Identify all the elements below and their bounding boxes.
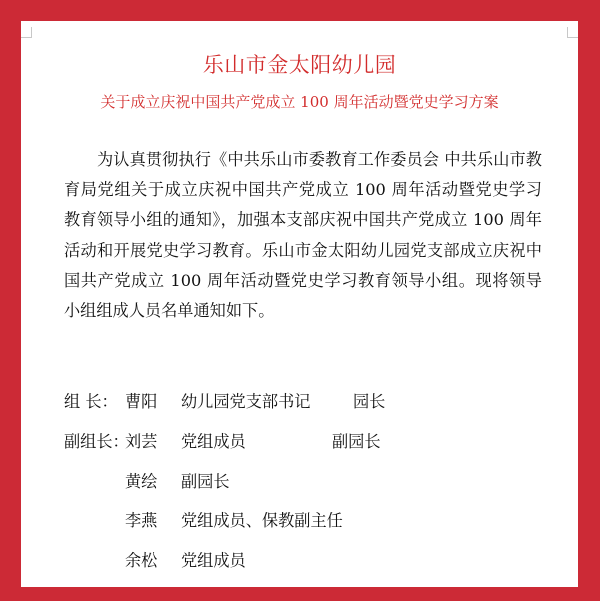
member-row: [64, 550, 544, 572]
member-name: 李燕: [125, 511, 158, 530]
member-row: [64, 510, 544, 532]
member-position: 幼儿园党支部书记: [181, 392, 311, 411]
document-page: [21, 21, 578, 587]
member-title: 园长: [353, 392, 386, 411]
page-corner-mark-right: [567, 27, 578, 38]
document-subtitle: 关于成立庆祝中国共产党成立 100 周年活动暨党史学习方案: [100, 93, 499, 111]
page-corner-mark-left: [21, 27, 32, 38]
member-position: 副园长: [181, 472, 230, 491]
member-position: 党组成员: [181, 432, 246, 451]
member-row: [64, 471, 544, 493]
member-title: 副园长: [332, 432, 381, 451]
member-name: 刘芸: [125, 432, 158, 451]
member-role: 组 长：: [64, 392, 118, 411]
member-name: 黄绘: [125, 472, 158, 491]
member-position: 党组成员: [181, 551, 246, 570]
member-role: 副组长：: [64, 432, 129, 451]
member-name: 曹阳: [125, 392, 158, 411]
member-name: 余松: [125, 551, 158, 570]
member-position: 党组成员、保教副主任: [181, 511, 343, 530]
document-body-paragraph: 为认真贯彻执行《中共乐山市委教育工作委员会 中共乐山市教育局党组关于成立庆祝中国共产党成立 100 周年活动暨党史学习教育领导小组的通知》，加强本支部庆祝中国共产党成立 100 周年活动和开展党史学习教育。乐山市金太阳幼儿园党支部成立庆祝中国共产党成立 100 周年活动暨党史学习教育领导小组。现将领导小组组成人员名单通知如下。: [64, 150, 542, 321]
document-title: 乐山市金太阳幼儿园: [202, 53, 397, 77]
member-row-deputy: [64, 431, 544, 453]
member-row-leader: [64, 391, 544, 413]
